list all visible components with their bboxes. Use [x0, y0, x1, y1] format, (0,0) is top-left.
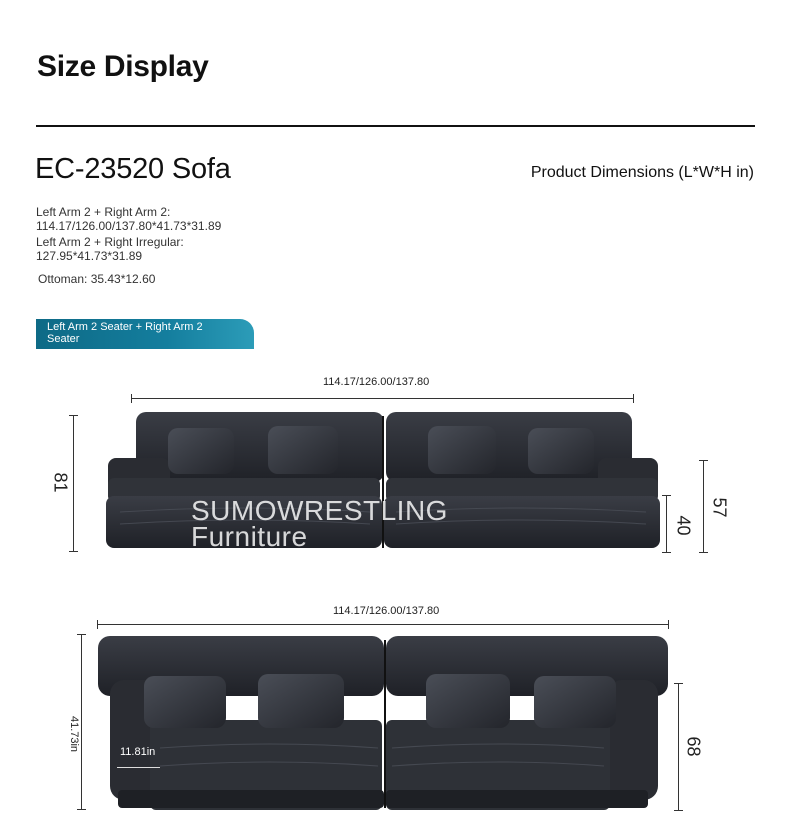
front-pillow-1	[168, 428, 234, 474]
front-backrest-right	[386, 412, 632, 482]
top-length-label: 114.17/126.00/137.80	[333, 605, 440, 617]
spec-label: Left Arm 2 + Right Arm 2:	[36, 205, 171, 219]
seat-depth-label: 68	[683, 736, 704, 757]
seat-depth-tick-top	[674, 683, 683, 684]
seat-depth-dimension-line	[678, 683, 679, 811]
top-pillow-4	[534, 676, 616, 728]
product-name: EC-23520 Sofa	[35, 153, 231, 185]
top-depth-label: 41.73in	[68, 715, 81, 753]
arm-width-label: 11.81in	[120, 746, 156, 758]
back-height-label: 57	[709, 497, 730, 518]
top-length-dimension-line	[97, 624, 669, 625]
front-pillow-4	[528, 428, 594, 474]
spec-label: Left Arm 2 + Right Irregular:	[36, 235, 184, 249]
top-pillow-2	[258, 674, 344, 728]
front-length-label: 114.17/126.00/137.80	[323, 376, 430, 388]
seat-depth-tick-bottom	[674, 810, 683, 811]
top-view-sofa	[98, 636, 668, 810]
top-length-tick-right	[668, 620, 669, 629]
spec-ottoman: Ottoman: 35.43*12.60	[38, 272, 156, 286]
watermark-line-1: SUMOWRESTLING	[191, 495, 448, 526]
badge-line-2: Seater	[47, 333, 80, 345]
watermark-line-2: Furniture	[191, 521, 308, 552]
front-height-label: 81	[50, 472, 71, 493]
top-depth-tick-top	[77, 634, 86, 635]
seat-height-label: 40	[673, 515, 694, 536]
top-pillow-1	[144, 676, 226, 728]
top-depth-dimension-line	[81, 634, 82, 810]
front-pillow-2	[268, 426, 338, 474]
arm-width-dimension-line	[117, 767, 160, 768]
top-pillow-3	[426, 674, 510, 728]
top-length-tick-left	[97, 620, 98, 629]
spec-value: 127.95*41.73*31.89	[36, 249, 143, 263]
dimensions-heading: Product Dimensions (L*W*H in)	[530, 164, 754, 181]
spec-value: 114.17/126.00/137.80*41.73*31.89	[36, 219, 222, 233]
top-depth-tick-bottom	[77, 809, 86, 810]
badge-line-1: Left Arm 2 Seater + Right Arm 2	[47, 321, 203, 333]
watermark	[191, 495, 448, 552]
front-pillow-3	[428, 426, 496, 474]
page-title: Size Display	[37, 50, 209, 83]
